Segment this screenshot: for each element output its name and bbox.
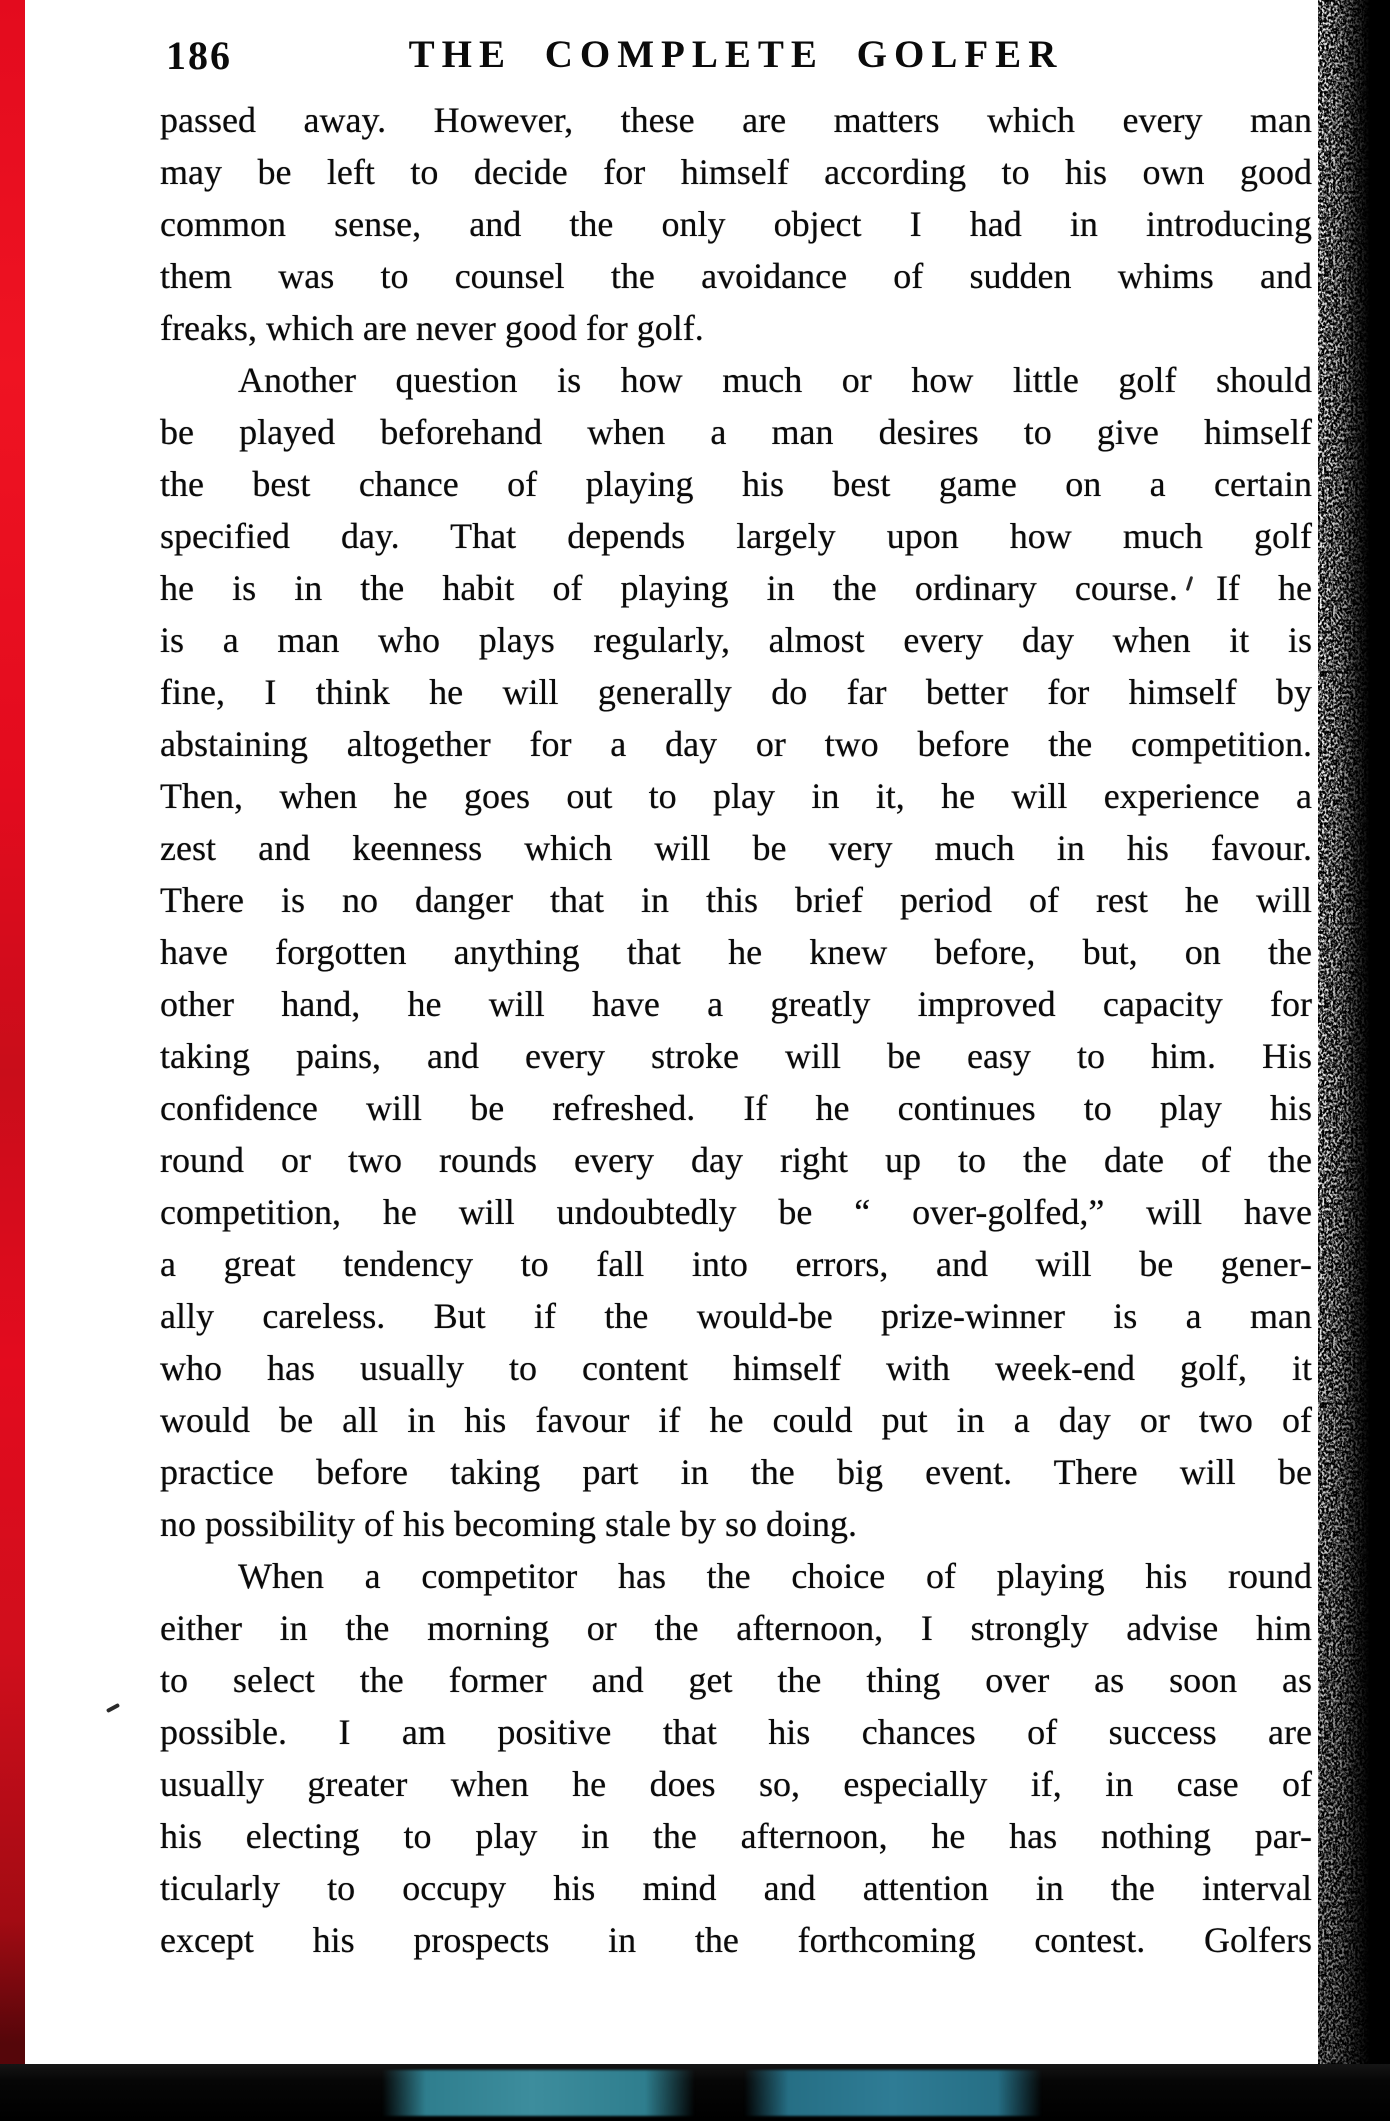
text-line: There is no danger that in this brief period of rest he will: [160, 880, 1312, 920]
text-line: is a man who plays regularly, almost every day when it is: [160, 620, 1312, 660]
bottom-bar-accent-2: [744, 2070, 1043, 2116]
text-line: would be all in his favour if he could put in a day or two of: [160, 1400, 1312, 1440]
text-line: to select the former and get the thing over as soon as: [160, 1660, 1312, 1700]
text-line: no possibility of his becoming stale by so doing.: [160, 1504, 857, 1544]
text-line: specified day. That depends largely upon how much golf: [160, 516, 1312, 556]
text-line: the best chance of playing his best game on a certain: [160, 464, 1312, 504]
text-line: his electing to play in the afternoon, he has nothing par-: [160, 1816, 1312, 1856]
book-title: THE COMPLETE GOLFER: [408, 33, 1064, 76]
text-line: be played beforehand when a man desires to give himself: [160, 412, 1312, 452]
text-line: Then, when he goes out to play in it, he will experience a: [160, 776, 1312, 816]
text-line: When a competitor has the choice of playing his round: [238, 1556, 1312, 1596]
text-line: ticularly to occupy his mind and attention in the interval: [160, 1868, 1312, 1908]
text-line: taking pains, and every stroke will be easy to him. His: [160, 1036, 1312, 1076]
text-line: abstaining altogether for a day or two before the competition.: [160, 724, 1312, 764]
bottom-bar-accent-1: [382, 2070, 695, 2116]
scan-artifact-tick: [106, 1703, 120, 1713]
text-line: possible. I am positive that his chances of success are: [160, 1712, 1312, 1752]
scan-dark-edge-texture: [1318, 0, 1390, 2121]
text-line: other hand, he will have a greatly improved capacity for: [160, 984, 1312, 1024]
text-line: either in the morning or the afternoon, I strongly advise him: [160, 1608, 1312, 1648]
running-header: [160, 32, 1312, 84]
text-line: freaks, which are never good for golf.: [160, 308, 704, 348]
page-number: 186: [166, 33, 232, 78]
text-line: them was to counsel the avoidance of sudden whims and: [160, 256, 1312, 296]
text-line: competition, he will undoubtedly be “ over-golfed,” will have: [160, 1192, 1312, 1232]
text-line: who has usually to content himself with week-end golf, it: [160, 1348, 1312, 1388]
text-line: fine, I think he will generally do far better for himself by: [160, 672, 1312, 712]
text-line: common sense, and the only object I had in introducing: [160, 204, 1312, 244]
text-line: round or two rounds every day right up to the date of the: [160, 1140, 1312, 1180]
text-line: have forgotten anything that he knew before, but, on the: [160, 932, 1312, 972]
text-line: he is in the habit of playing in the ordinary course. If he: [160, 568, 1312, 608]
page-body-text: [160, 94, 1312, 1966]
text-line: confidence will be refreshed. If he continues to play his: [160, 1088, 1312, 1128]
text-line: usually greater when he does so, especially if, in case of: [160, 1764, 1312, 1804]
text-line: except his prospects in the forthcoming contest. Golfers: [160, 1920, 1312, 1960]
text-line: practice before taking part in the big event. There will be: [160, 1452, 1312, 1492]
text-line: ally careless. But if the would-be prize-winner is a man: [160, 1296, 1312, 1336]
scan-bottom-bar: [0, 2064, 1390, 2121]
text-line: zest and keenness which will be very much in his favour.: [160, 828, 1312, 868]
text-line: Another question is how much or how little golf should: [238, 360, 1312, 400]
text-line: passed away. However, these are matters which every man: [160, 100, 1312, 140]
text-line: may be left to decide for himself according to his own good: [160, 152, 1312, 192]
text-line: a great tendency to fall into errors, and will be gener-: [160, 1244, 1312, 1284]
edge-solid-black: [1318, 0, 1390, 2121]
book-edge-red-strip: [0, 0, 25, 2064]
